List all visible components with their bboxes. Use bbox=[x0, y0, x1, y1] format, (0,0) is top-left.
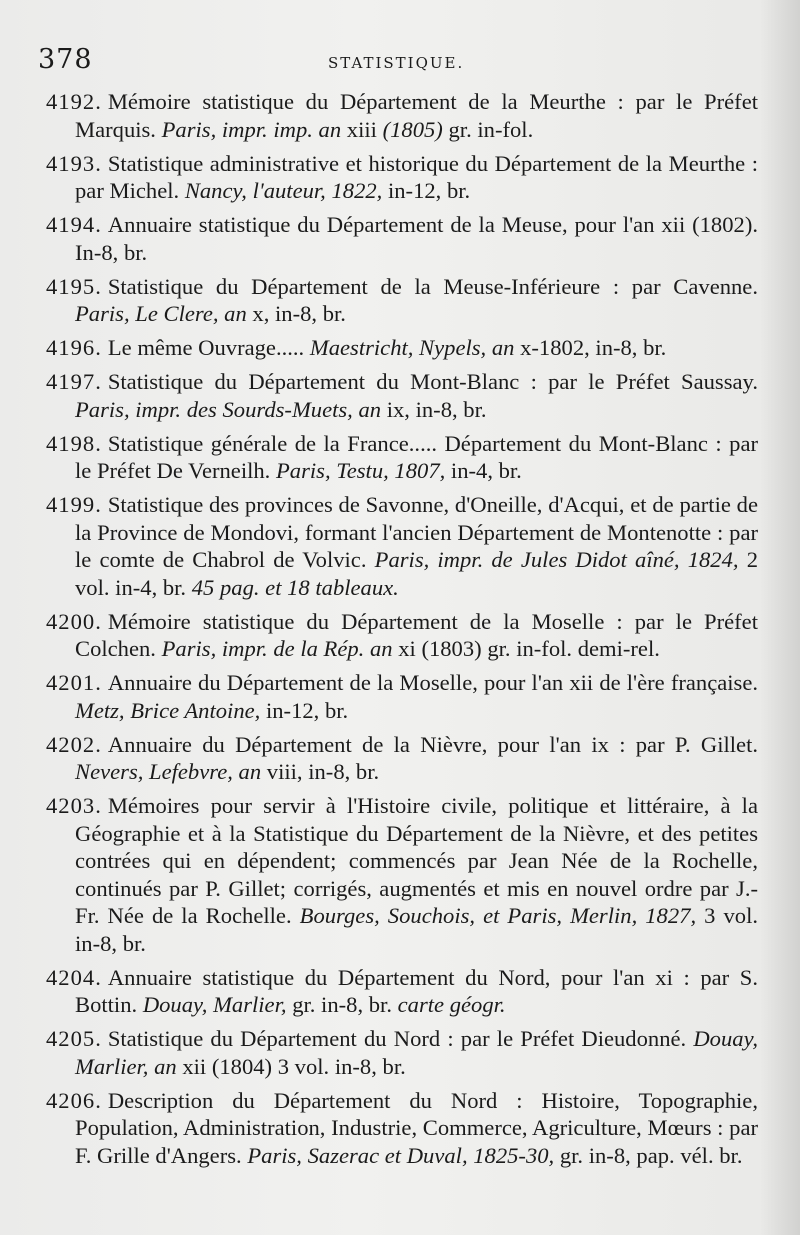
entry-publisher: Maestricht, Nypels, an bbox=[309, 335, 515, 360]
entry-text: Statistique générale de la France..... Département du Mont-Blanc : par le Préfet De Verneilh. bbox=[75, 430, 758, 483]
entry-publisher: Nancy, l'auteur, 1822, bbox=[184, 178, 383, 203]
entry-number: 4193. bbox=[46, 150, 102, 176]
page-edge-shadow bbox=[760, 0, 800, 1235]
entry-number: 4202. bbox=[46, 731, 102, 757]
entry-number: 4203. bbox=[46, 793, 102, 818]
entry-format: in-4, br. bbox=[450, 458, 522, 483]
entry-format: in-12, br. bbox=[265, 697, 349, 723]
entry-format: gr. in-8, br. bbox=[292, 992, 392, 1017]
entry-format: xi (1803) gr. in-fol. demi-rel. bbox=[398, 636, 660, 661]
running-title: STATISTIQUE. bbox=[328, 54, 465, 72]
entry-format: gr. in-fol. bbox=[448, 116, 534, 142]
entry-text: Annuaire statistique du Département du Nord, pour l'an xi : par S. Bottin. bbox=[75, 964, 758, 1017]
entry-format: 3 vol. in-8, br. bbox=[75, 903, 758, 956]
entry-text: Annuaire statistique du Département de la Meuse, pour l'an xii (1802). In-8, br. bbox=[75, 212, 758, 265]
entry-text: Description du Département du Nord : Histoire, Topographie, Population, Administration, Industrie, Commerce, Agriculture, Mœurs : par F. Grille d'Angers. bbox=[75, 1087, 758, 1168]
entry-text: Statistique du Département de la Meuse-Inférieure : par Cavenne. bbox=[107, 273, 758, 299]
entry-publisher: Metz, Brice Antoine, bbox=[75, 697, 261, 723]
entry-4199 bbox=[46, 491, 758, 601]
entry-publisher: Bourges, Souchois, et Paris, Merlin, 1827, bbox=[299, 903, 697, 928]
entry-text: Annuaire du Département de la Moselle, pour l'an xii de l'ère française. bbox=[107, 670, 758, 695]
entry-number: 4205. bbox=[46, 1026, 102, 1051]
entry-4205 bbox=[46, 1025, 758, 1080]
entry-4195 bbox=[46, 273, 758, 328]
entry-publisher: Douay, Marlier, bbox=[142, 992, 287, 1017]
entry-format: ix, in-8, br. bbox=[386, 396, 487, 422]
entry-text: Statistique du Département du Nord : par le Préfet Dieudonné. bbox=[107, 1026, 687, 1051]
entry-publisher: Paris, Le Clere, an bbox=[75, 301, 247, 326]
entry-4197 bbox=[46, 368, 758, 423]
entry-publisher: Paris, impr. de Jules Didot aîné, 1824, bbox=[374, 547, 739, 572]
entry-year: xiii bbox=[346, 116, 377, 142]
entry-format: gr. in-8, pap. vél. br. bbox=[559, 1142, 743, 1168]
entry-text: Annuaire du Département de la Nièvre, pour l'an ix : par P. Gillet. bbox=[107, 731, 758, 757]
page-header bbox=[38, 40, 758, 80]
entry-4196 bbox=[46, 334, 758, 362]
entry-publisher: Paris, impr. de la Rép. an bbox=[161, 636, 393, 661]
entry-format: viii, in-8, br. bbox=[266, 759, 380, 784]
bibliography-entries bbox=[46, 88, 758, 1176]
entry-number: 4200. bbox=[46, 608, 102, 634]
entry-format: x-1802, in-8, br. bbox=[520, 335, 667, 360]
entry-4206 bbox=[46, 1087, 758, 1170]
entry-4203 bbox=[46, 792, 758, 957]
entry-number: 4198. bbox=[46, 430, 102, 456]
entry-number: 4206. bbox=[46, 1087, 102, 1113]
entry-4201 bbox=[46, 669, 758, 724]
entry-number: 4199. bbox=[46, 492, 102, 517]
entry-number: 4192. bbox=[46, 89, 102, 114]
entry-note: carte géogr. bbox=[397, 992, 506, 1017]
entry-4204 bbox=[46, 964, 758, 1019]
entry-text: Le même Ouvrage..... bbox=[107, 335, 305, 360]
entry-format: xii (1804) 3 vol. in-8, br. bbox=[182, 1053, 406, 1079]
entry-4194 bbox=[46, 211, 758, 266]
entry-4192 bbox=[46, 88, 758, 143]
entry-publisher: Paris, impr. des Sourds-Muets, an bbox=[75, 396, 382, 422]
entry-4200 bbox=[46, 608, 758, 663]
entry-number: 4195. bbox=[46, 273, 102, 299]
entry-publisher: Paris, Testu, 1807, bbox=[275, 458, 446, 483]
entry-number: 4197. bbox=[46, 369, 102, 394]
entry-number: 4201. bbox=[46, 670, 102, 695]
entry-note: 45 pag. et 18 tableaux. bbox=[191, 574, 399, 600]
entry-text: Mémoire statistique du Département de la Meurthe : par le Préfet Marquis. bbox=[75, 89, 758, 142]
entry-publisher: Paris, impr. imp. an bbox=[161, 116, 342, 142]
entry-4202 bbox=[46, 731, 758, 786]
entry-text: Statistique du Département du Mont-Blanc : par le Préfet Saussay. bbox=[107, 369, 758, 394]
entry-format: x, in-8, br. bbox=[252, 301, 346, 326]
entry-number: 4196. bbox=[46, 335, 102, 360]
entry-number: 4204. bbox=[46, 964, 102, 990]
entry-text: Statistique des provinces de Savonne, d'Oneille, d'Acqui, et de partie de la Province de Mondovi, formant l'ancien Département de Montenotte : par le comte de Chabrol de Volvic. bbox=[75, 492, 758, 572]
entry-number: 4194. bbox=[46, 212, 102, 237]
entry-publisher: Paris, Sazerac et Duval, 1825-30, bbox=[247, 1142, 555, 1168]
entry-4193 bbox=[46, 150, 758, 205]
entry-text: Statistique administrative et historique du Département de la Meurthe : par Michel. bbox=[75, 150, 758, 203]
entry-format: in-12, br. bbox=[387, 178, 471, 203]
page-number: 378 bbox=[38, 44, 93, 75]
entry-format: 2 vol. in-4, br. bbox=[75, 547, 759, 600]
entry-publisher: Nevers, Lefebvre, an bbox=[75, 759, 262, 784]
entry-publisher: Douay, Marlier, an bbox=[75, 1026, 758, 1079]
entry-text: Mémoire statistique du Département de la Moselle : par le Préfet Colchen. bbox=[75, 608, 758, 661]
entry-date: (1805) bbox=[382, 116, 443, 142]
entry-4198 bbox=[46, 430, 758, 485]
entry-text: Mémoires pour servir à l'Histoire civile, politique et littéraire, à la Géographie et à la Statistique du Département de la Nièvre, et des petites contrées qui en dépendent; commencés par Jean Née de la Rochelle, continués par P. Gillet; corrigés, augmentés et mis en nouvel ordre par J.-Fr. Née de la Rochelle. bbox=[75, 793, 758, 928]
